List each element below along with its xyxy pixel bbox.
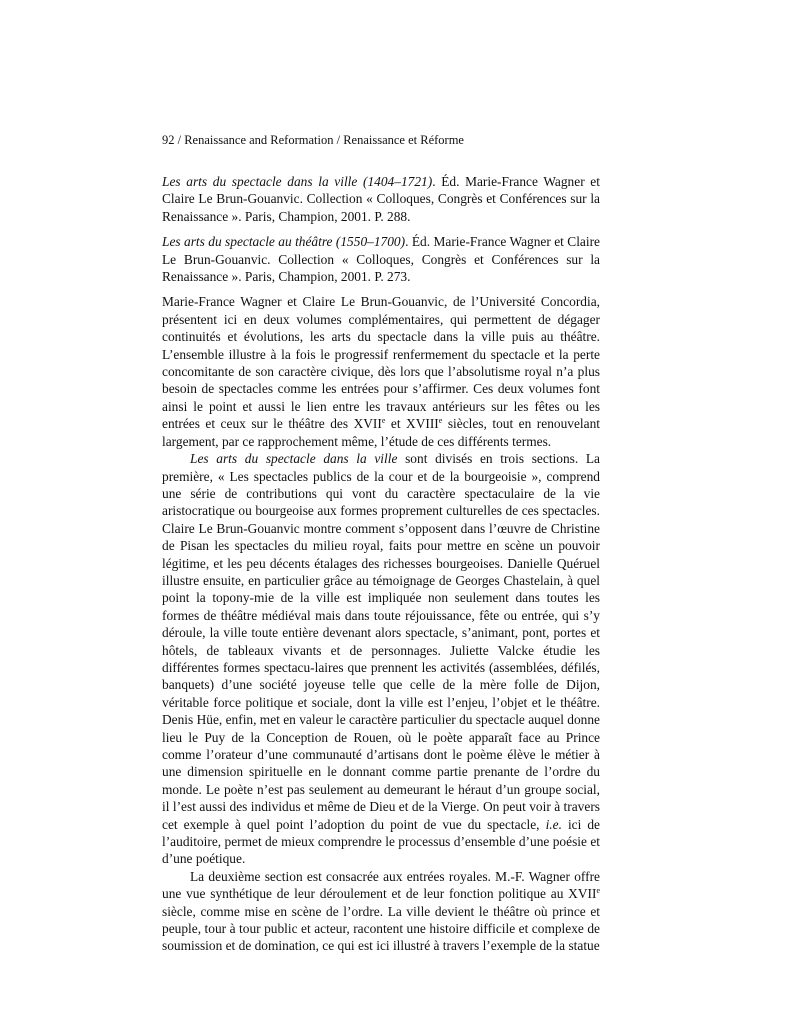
book-title-1: Les arts du spectacle dans la ville (1404–1721) [162,174,433,189]
italic-book-title: Les arts du spectacle dans la ville [190,451,398,467]
book-reference-1 [162,173,600,225]
italic-ie: i.e. [545,816,562,832]
superscript: e [438,416,443,426]
paragraph-1-text-a: Marie-France Wagner et Claire Le Brun-Gouanvic, de l’Université Concordia, présentent ici en deux volumes complémentaires, qui permettent de dégager continuités et évolutions, les arts du spectacle dans la ville puis au théâtre. L’ensemble illustre à la fois le progressif renfermement du spectacle et la perte concomitante de son caractère civique, dès lors que l’absolutisme royal n’a plus besoin de spectacles comme les entrées pour s’affirmer. Ces deux volumes font ainsi le point et aussi le lien entre les travaux antérieurs sur les fêtes ou les entrées et ceux sur le théâtre des XVII [162,294,600,432]
book-details-1: . Éd. Marie-France Wagner et Claire Le Brun-Gouanvic. Collection « Colloques, Congrès et Conférences sur la Renaissance ». Paris, Champion, 2001. P. 288. [162,174,600,224]
running-head: 92 / Renaissance and Reformation / Renaissance et Réforme [162,133,464,147]
paragraph-1-text-c: siècles, tout en renouvelant largement, par ce rapprochement même, l’étude de ces différents termes. [162,416,600,449]
paragraph-3 [162,868,600,955]
review-body [162,173,600,955]
paragraph-2 [162,450,600,868]
paragraph-1-text-b: et XVIII [385,416,439,432]
paragraph-3-text-a: La deuxième section est consacrée aux entrées royales. M.-F. Wagner offre une vue synthétique de leur déroulement et de leur fonction politique au XVII [162,868,600,902]
paragraph-3-text-b: siècle, comme mise en scène de l’ordre. La ville devient le théâtre où prince et peuple, tour à tour public et acteur, racontent une histoire difficile et complexe de soumission et de domination, ce qui est ici illustré à travers l’exemple de la statue [162,903,600,954]
paragraph-1 [162,293,600,450]
superscript: e [381,416,386,426]
book-title-2: Les arts du spectacle au théâtre (1550–1700) [162,234,406,250]
book-details-2: . Éd. Marie-France Wagner et Claire Le Brun-Gouanvic. Collection « Colloques, Congrès et Conférences sur la Renaissance ». Paris, Champion, 2001. P. 273. [162,234,600,285]
book-reference-2 [162,233,600,285]
paragraph-2-text-b: ici de l’auditoire, permet de mieux comprendre le processus d’ensemble d’une poésie et d’une poétique. [162,816,600,867]
superscript: e [596,886,600,896]
paragraph-2-text-a: sont divisés en trois sections. La première, « Les spectacles publics de la cour et de la bourgeoisie », comprend une série de contributions qui vont du caractère spectaculaire de la vie aristocratique ou bourgeoise aux formes proprement culturelles de ces spectacles. Claire Le Brun-Gouanvic montre comment s’opposent dans l’œuvre de Christine de Pisan les spectacles du milieu royal, faits pour mettre en scène un pouvoir légitime, et les peu décents étalages des richesses bourgeoises. Danielle Quéruel illustre ensuite, en particulier grâce au témoignage de Georges Chastelain, à quel point la topony-mie de la ville est impliquée non seulement dans toutes les formes de théâtre médiéval mais dans toute réjouissance, fête ou entrée, qui s’y déroule, la ville toute entière devenant alors spectacle, s’animant, pont, portes et hôtels, de tableaux vivants et de personnages. Juliette Valcke étudie les différentes formes spectacu-laires que prennent les activités (assemblées, défilés, banquets) d’une société joyeuse telle que celle de la mère folle de Dijon, véritable force politique et sociale, dont la ville est l’enjeu, l’objet et le théâtre. Denis Hüe, enfin, met en valeur le caractère particulier du spectacle auquel donne lieu le Puy de la Conception de Rouen, où le poète apparaît face au Prince comme l’orateur d’une communauté d’artisans dont le poème élève le métier à une dimension spirituelle en le donnant comme partie prenante de l’ordre du monde. Le poète n’est pas seulement au demeurant le héraut d’un groupe social, il l’est aussi des individus et même de Dieu et de la Vierge. On peut voir à travers cet exemple à quel point l’adoption du point de vue du spectacle, [162,451,600,832]
